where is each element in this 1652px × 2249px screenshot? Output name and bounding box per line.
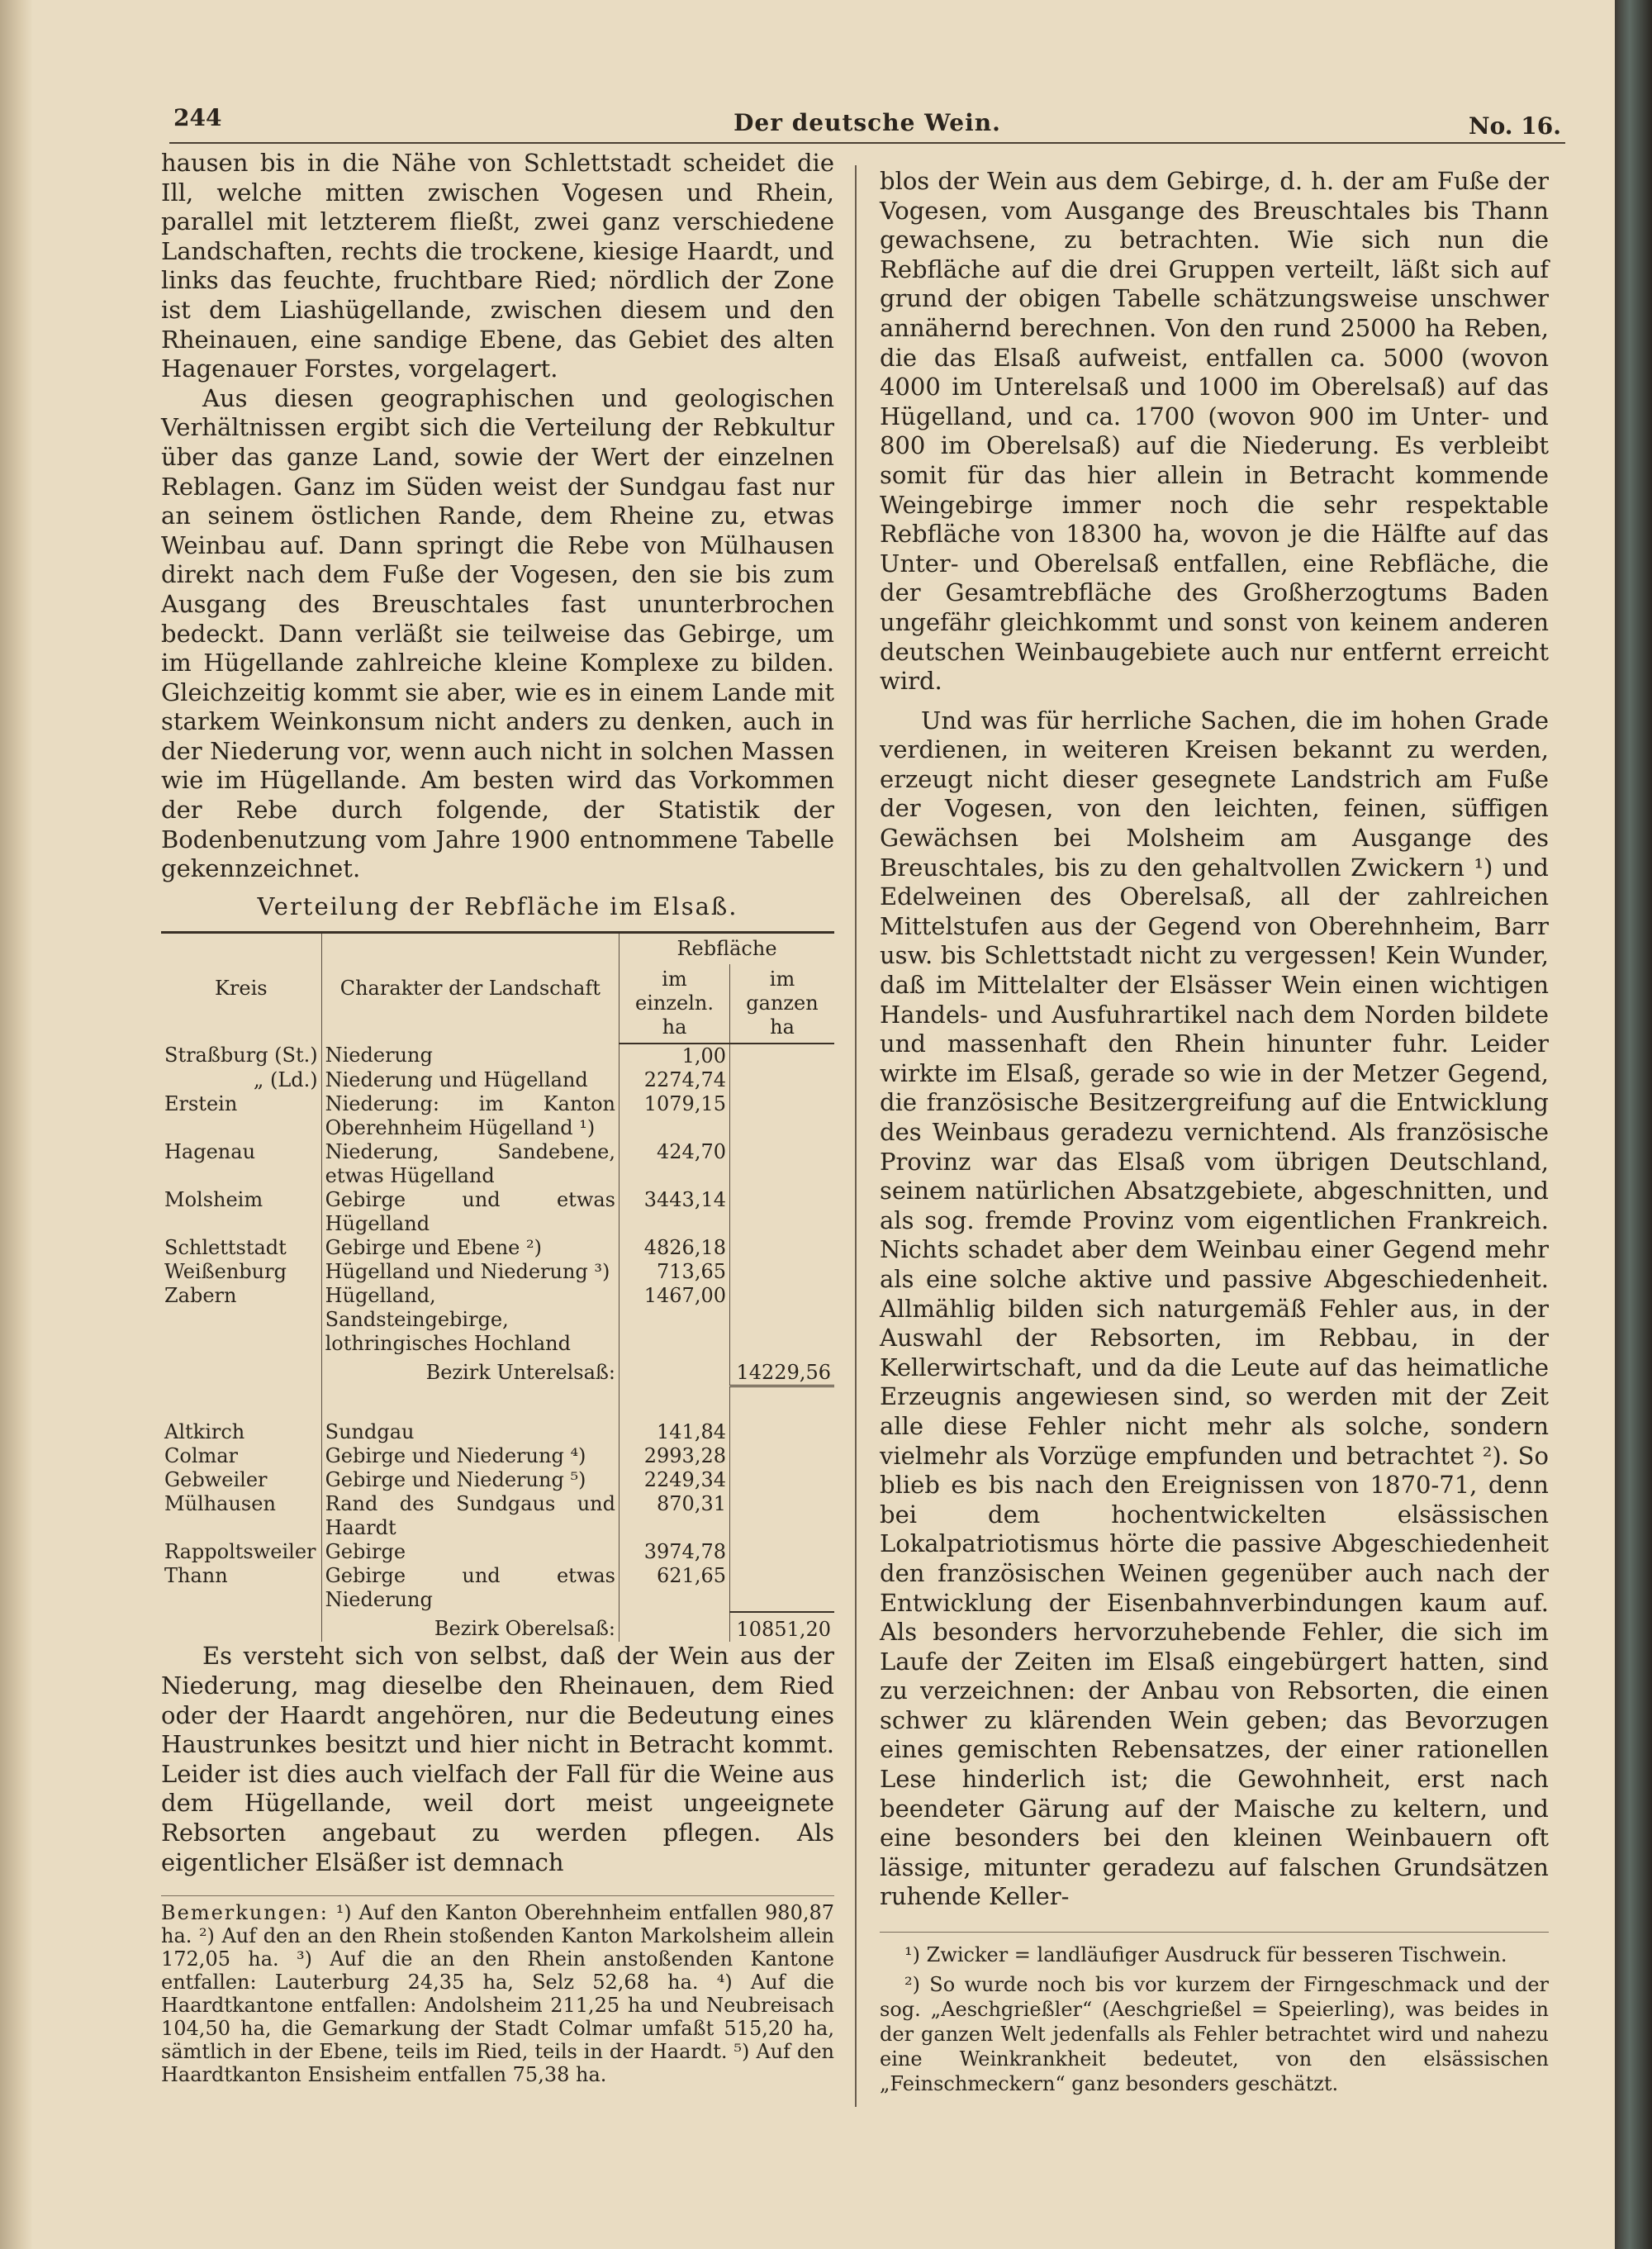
column-divider <box>855 165 857 2107</box>
hectare-cell <box>620 1386 730 1421</box>
table-row <box>161 1468 834 1492</box>
left-paragraph-2: Aus diesen geographischen und geologischen Verhältnissen ergibt sich die Verteilung der Rebkultur über das ganze Land, sowie der Wert der einzelnen Reblagen. Ganz im Süden weist der Sundgau fast nur an seinem östlichen Rande, dem Rheine zu, etwas Weinbau auf. Dann springt die Rebe von Mülhausen direkt nach dem Fuße der Vogesen, den sie bis zum Ausgang des Breuschtales fast ununterbrochen bedeckt. Dann verläßt sie teilweise das Gebirge, um im Hügellande zahlreiche kleine Komplexe zu bilden. Gleichzeitig kommt sie aber, wie es in einem Lande mit starkem Weinkonsum nicht anders zu denken, auch in der Niederung vor, wenn auch nicht in solchen Massen wie im Hügellande. Am besten wird das Vorkommen der Rebe durch folgende, der Statistik der Bodenbenutzung vom Jahre 1900 entnommene Tabelle gekennzeichnet. <box>161 383 834 883</box>
hectare-cell: 713,65 <box>620 1260 730 1284</box>
kreis-cell: Zabern <box>164 1284 237 1308</box>
book-binding-edge <box>1615 0 1652 2249</box>
table-spacer <box>161 1386 834 1421</box>
hectare-cell: 1,00 <box>620 1044 730 1068</box>
hectare-cell: 4826,18 <box>620 1236 730 1260</box>
table-row <box>161 1236 834 1260</box>
table-row <box>161 1492 834 1540</box>
hectare-cell: 621,65 <box>620 1564 730 1612</box>
table-row <box>161 1284 834 1356</box>
header-einzeln: im einzeln. ha <box>620 964 730 1044</box>
kreis-cell: Mülhausen <box>164 1492 276 1516</box>
charakter-cell: Niederung <box>321 1044 619 1068</box>
hectare-cell: 2249,34 <box>620 1468 730 1492</box>
kreis-cell: Thann <box>164 1564 228 1588</box>
hectare-cell: 424,70 <box>620 1140 730 1188</box>
charakter-cell <box>321 1386 619 1421</box>
kreis-cell: Altkirch <box>164 1420 245 1444</box>
header-ganzen: im ganzen ha <box>730 964 835 1044</box>
table-row <box>161 1564 834 1612</box>
total-cell <box>730 1068 835 1092</box>
hectare-cell: 2993,28 <box>620 1444 730 1468</box>
hectare-cell <box>620 1356 730 1386</box>
charakter-cell: Niederung und Hügelland <box>321 1068 619 1092</box>
total-cell <box>730 1564 835 1612</box>
total-cell <box>730 1092 835 1140</box>
table-row <box>161 1444 834 1468</box>
charakter-cell: Rand des Sundgaus und Haardt <box>321 1492 619 1540</box>
kreis-cell: Erstein <box>164 1092 238 1116</box>
total-cell <box>730 1540 835 1564</box>
total-cell <box>730 1468 835 1492</box>
charakter-cell: Niederung: im Kanton Oberehnheim Hügelland ¹) <box>321 1092 619 1140</box>
total-cell <box>730 1284 835 1356</box>
hectare-cell: 870,31 <box>620 1492 730 1540</box>
total-cell <box>730 1260 835 1284</box>
table-row <box>161 1068 834 1092</box>
total-cell <box>730 1420 835 1444</box>
table-notes <box>161 1895 834 2086</box>
kreis-cell: Gebweiler <box>164 1468 268 1492</box>
issue-number: No. 16. <box>1469 112 1561 140</box>
total-cell <box>730 1492 835 1540</box>
kreis-cell <box>161 1386 321 1421</box>
total-cell <box>730 1140 835 1188</box>
charakter-cell: Gebirge <box>321 1540 619 1564</box>
subtotal-row-oberelsass <box>161 1612 834 1642</box>
total-cell <box>730 1236 835 1260</box>
charakter-cell: Hügelland und Niederung ³) <box>321 1260 619 1284</box>
table-row <box>161 1420 834 1444</box>
kreis-cell: Weißenburg <box>164 1260 287 1284</box>
left-paragraph-3: Es versteht sich von selbst, daß der Wein aus der Niederung, mag dieselbe den Rheinauen, dem Ried oder der Haardt angehören, nur die Bedeutung eines Haustrunkes besitzt und hier nicht in Betracht kommt. Leider ist dies auch vielfach der Fall für die Weine aus dem Hügellande, weil dort meist ungeeignete Rebsorten angebaut zu werden pflegen. Als eigentlicher Elsäßer ist demnach <box>161 1642 834 1876</box>
charakter-cell: Sundgau <box>321 1420 619 1444</box>
kreis-cell: Schlettstadt <box>164 1236 287 1260</box>
table-row <box>161 1092 834 1140</box>
charakter-cell: Hügelland, Sandsteingebirge, lothringisches Hochland <box>321 1284 619 1356</box>
subtotal-row-unterelsass <box>161 1356 834 1386</box>
left-column <box>161 149 834 2086</box>
kreis-cell: „ (Ld.) <box>253 1068 318 1092</box>
table-row <box>161 1140 834 1188</box>
total-cell <box>730 1444 835 1468</box>
charakter-cell: Gebirge und Ebene ²) <box>321 1236 619 1260</box>
total-cell <box>730 1044 835 1068</box>
footnote-2: ²) So wurde noch bis vor kurzem der Firngeschmack und der sog. „Aeschgrießler“ (Aeschgrießel = Speierling), was beides in der ganzen Welt jedenfalls als Fehler betrachtet wird und nahezu eine Weinkrankheit bedeutet, von den elsässischen „Feinschmeckern“ ganz besonders geschätzt. <box>880 1973 1549 2095</box>
page-header <box>173 104 1561 145</box>
table-row <box>161 1188 834 1236</box>
hectare-cell <box>620 1612 730 1642</box>
page-number: 244 <box>173 104 222 131</box>
footnote-1: ¹) Zwicker = landläufiger Ausdruck für besseren Tischwein. <box>904 1943 1507 1966</box>
hectare-cell: 1467,00 <box>620 1284 730 1356</box>
table-row <box>161 1044 834 1068</box>
kreis-cell: Colmar <box>164 1444 239 1468</box>
right-footnotes <box>880 1932 1549 2101</box>
header-charakter: Charakter der Landschaft <box>321 933 619 1044</box>
vineyard-distribution-table <box>161 931 834 1642</box>
subtotal-label: Bezirk Oberelsaß: <box>321 1612 619 1642</box>
right-column <box>880 167 1549 1912</box>
table-row <box>161 1540 834 1564</box>
hectare-cell: 141,84 <box>620 1420 730 1444</box>
charakter-cell: Gebirge und Niederung ⁴) <box>321 1444 619 1468</box>
charakter-cell: Gebirge und Niederung ⁵) <box>321 1468 619 1492</box>
kreis-cell: Hagenau <box>164 1140 256 1164</box>
charakter-cell: Niederung, Sandebene, etwas Hügelland <box>321 1140 619 1188</box>
subtotal-value: 10851,20 <box>730 1612 835 1642</box>
hectare-cell: 2274,74 <box>620 1068 730 1092</box>
left-paragraph-1: hausen bis in die Nähe von Schlettstadt scheidet die Ill, welche mitten zwischen Vogesen und Rhein, parallel mit letzterem fließt, zwei ganz verschiedene Landschaften, rechts die trockene, kiesige Haardt, und links das feuchte, fruchtbare Ried; nördlich der Zone ist dem Liashügellande, zwischen diesem und den Rheinauen, eine sandige Ebene, das Gebiet des alten Hagenauer Forstes, vorgelagert. <box>161 149 834 383</box>
hectare-cell: 1079,15 <box>620 1092 730 1140</box>
right-paragraph-2: Und was für herrliche Sachen, die im hohen Grade verdienen, in weiteren Kreisen bekannt zu werden, erzeugt nicht dieser gesegnete Landstrich am Fuße der Vogesen, von den leichten, feinen, süffigen Gewächsen bei Molsheim am Ausgange des Breuschtales, bis zu den gehaltvollen Zwickern ¹) und Edelweinen des Oberelsaß, all der zahlreichen Mittelstufen aus der Gegend von Oberehnheim, Barr usw. bis Schlettstadt nicht zu vergessen! Kein Wunder, daß im Mittelalter der Elsässer Wein einen wichtigen Handels- und Ausfuhrartikel nach dem Norden bildete und massenhaft den Rhein hinunter fuhr. Leider wirkte im Elsaß, gerade so wie in der Metzer Gegend, die französische Besitzergreifung auf die Entwicklung des Weinbaus geradezu vernichtend. Als französische Provinz war das Elsaß vom übrigen Deutschland, seinem natürlichen Absatzgebiete, abgeschnitten, und als sog. fremde Provinz vom eigentlichen Frankreich. Nichts schadet aber dem Weinbau einer Gegend mehr als eine solche aktive und passive Abgeschiedenheit. Allmählig bilden sich naturgemäß Fehler aus, in der Auswahl der Rebsorten, im Rebbau, in der Kellerwirtschaft, und da die Leute auf das heimatliche Erzeugnis angewiesen sind, so werden mit der Zeit alle diese Fehler nicht mehr als solche, sondern vielmehr als Vorzüge empfunden und betrachtet ²). So blieb es bis nach den Ereignissen von 1870-71, denn bei dem hochentwickelten elsässischen Lokalpatriotismus hörte die passive Abgeschiedenheit den französischen Weinen gegenüber auch nach der Entwicklung der Eisenbahnverbindungen kaum auf. Als besonders hervorzuhebende Fehler, die sich im Laufe der Zeiten im Elsaß eingebürgert hatten, sind zu verzeichnen: der Anbau von Rebsorten, die einen schwer zu klärenden Wein geben; das Bevorzugen eines gemischten Rebensatzes, der einer rationellen Lese hinderlich ist; die Gewohnheit, erst nach beendeter Gärung auf der Maische zu keltern, und eine besonders bei den kleinen Weinbauern oft lässige, mitunter geradezu auf falschen Grundsätzen ruhende Keller- <box>880 706 1549 1911</box>
table-title: Verteilung der Rebfläche im Elsaß. <box>257 892 738 920</box>
subtotal-value: 14229,56 <box>730 1356 835 1386</box>
kreis-cell: Straßburg (St.) <box>164 1044 318 1067</box>
subtotal-label: Bezirk Unterelsaß: <box>321 1356 619 1386</box>
total-cell <box>730 1188 835 1236</box>
journal-title: Der deutsche Wein. <box>733 109 1001 136</box>
hectare-cell: 3443,14 <box>620 1188 730 1236</box>
header-rebflaeche: Rebfläche <box>620 933 835 965</box>
kreis-cell <box>161 1612 321 1642</box>
notes-label: Bemerkungen: <box>161 1901 329 1925</box>
notes-text: ¹) Auf den Kanton Oberehnheim entfallen 980,87 ha. ²) Auf den an den Rhein stoßenden Kanton Markolsheim allein 172,05 ha. ³) Auf die an den Rhein anstoßenden Kantone entfallen: Lauterburg 24,35 ha, Selz 52,68 ha. ⁴) Auf die Haardtkantone entfallen: Andolsheim 211,25 ha und Neubreisach 104,50 ha, die Gemarkung der Stadt Colmar umfaßt 515,20 ha, sämtlich in der Ebene, teils im Ried, teils in der Haardt. ⁵) Auf den Haardtkanton Ensisheim entfallen 75,38 ha. <box>161 1901 835 2087</box>
header-rule <box>169 142 1565 144</box>
kreis-cell: Rappoltsweiler <box>164 1540 316 1564</box>
charakter-cell: Gebirge und etwas Niederung <box>321 1564 619 1612</box>
hectare-cell: 3974,78 <box>620 1540 730 1564</box>
right-paragraph-1: blos der Wein aus dem Gebirge, d. h. der am Fuße der Vogesen, vom Ausgange des Breuschtales bis Thann gewachsene, zu betrachten. Wie sich nun die Rebfläche auf die drei Gruppen verteilt, läßt sich auf grund der obigen Tabelle schätzungsweise unschwer annähernd berechnen. Von den rund 25000 ha Reben, die das Elsaß aufweist, entfallen ca. 5000 (wovon 4000 im Unterelsaß und 1000 im Oberelsaß) auf das Hügelland, und ca. 1700 (wovon 900 im Unter- und 800 im Oberelsaß) auf die Niederung. Es verbleibt somit für das hier allein in Betracht kommende Weingebirge immer noch die sehr respektable Rebfläche von 18300 ha, wovon je die Hälfte auf das Unter- und Oberelsaß entfallen, eine Rebfläche, die der Gesamtrebfläche des Großherzogtums Baden ungefähr gleichkommt und sonst von keinem anderen deutschen Weinbaugebiete auch nur entfernt erreicht wird. <box>880 167 1549 696</box>
total-cell <box>730 1386 835 1421</box>
page-edge-shadow <box>0 0 33 2249</box>
charakter-cell: Gebirge und etwas Hügelland <box>321 1188 619 1236</box>
kreis-cell <box>161 1356 321 1386</box>
table-row <box>161 1260 834 1284</box>
header-kreis: Kreis <box>161 933 321 1044</box>
kreis-cell: Molsheim <box>164 1188 263 1212</box>
